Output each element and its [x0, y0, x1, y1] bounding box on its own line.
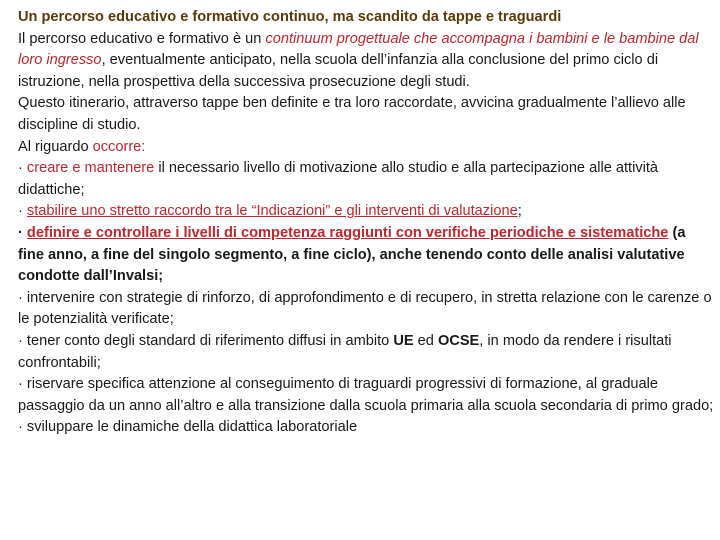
list-bullet: · [18, 160, 27, 177]
list-bullet: · [18, 203, 27, 220]
list-item-text: ed [413, 332, 438, 349]
list-item-text: ; [517, 203, 522, 220]
document-body [18, 7, 714, 439]
list-item-strategie: · intervenire con strategie di rinforzo, di approfondimento e di recupero, in stretta relazione con le carenze o le potenzialità verificate; [18, 289, 712, 328]
requirement-line [18, 137, 714, 159]
list-bullet: · [18, 224, 27, 241]
list-item-raccordo [18, 201, 714, 223]
intro-highlight: continuum progettuale che accompagna i bambini e le bambine dal loro ingresso [18, 30, 699, 69]
intro-paragraph [18, 29, 714, 94]
list-item-highlight: definire e controllare i livelli di competenza raggiunti con verifiche periodiche e sistematiche [26, 224, 669, 241]
list-item-text: il necessario livello di motivazione allo studio e alla partecipazione alle attività didattiche; [18, 160, 659, 198]
intro-text-end: , eventualmente anticipato, nella scuola dell’infanzia alla conclusione del primo ciclo di istruzione, nella prospettiva della successiva prosecuzione degli studi. [18, 52, 659, 90]
page-title: Un percorso educativo e formativo continuo, ma scandito da tappe e traguardi [18, 9, 562, 25]
list-item-ue: UE [393, 332, 414, 349]
intro-text: Il percorso educativo e formativo è un [18, 30, 266, 47]
requirement-highlight: occorre: [92, 138, 146, 155]
list-item-text: , in modo da rendere i risultati confrontabili; [18, 332, 672, 371]
list-item-ocse: OCSE [437, 332, 480, 349]
list-item-highlight: creare e mantenere [26, 160, 155, 177]
list-item-laboratorio: · sviluppare le dinamiche della didattica laboratoriale [18, 419, 358, 436]
list-item-standard [18, 331, 714, 374]
itinerary-paragraph: Questo itinerario, attraverso tappe ben definite e tra loro raccordate, avvicina gradualmente l’allievo alle discipline di studio. [18, 95, 686, 133]
list-item-text: · tener conto degli standard di riferimento diffusi in ambito [18, 332, 394, 349]
requirement-text: Al riguardo [18, 138, 93, 155]
list-item-text: (a fine anno, a fine del singolo segmento, a fine ciclo), anche tenendo conto delle analisi valutative condotte dall’Invalsi; [18, 224, 686, 285]
list-item-competenze [18, 223, 714, 288]
list-item-traguardi: · riservare specifica attenzione al conseguimento di traguardi progressivi di formazione, al graduale passaggio da un anno all’altro e alla transizione dalla scuola primaria alla scuola secondaria di primo grado; [18, 376, 714, 414]
list-item-motivation [18, 158, 714, 201]
list-item-highlight: stabilire uno stretto raccordo tra le “Indicazioni” e gli interventi di valutazione [26, 203, 518, 220]
